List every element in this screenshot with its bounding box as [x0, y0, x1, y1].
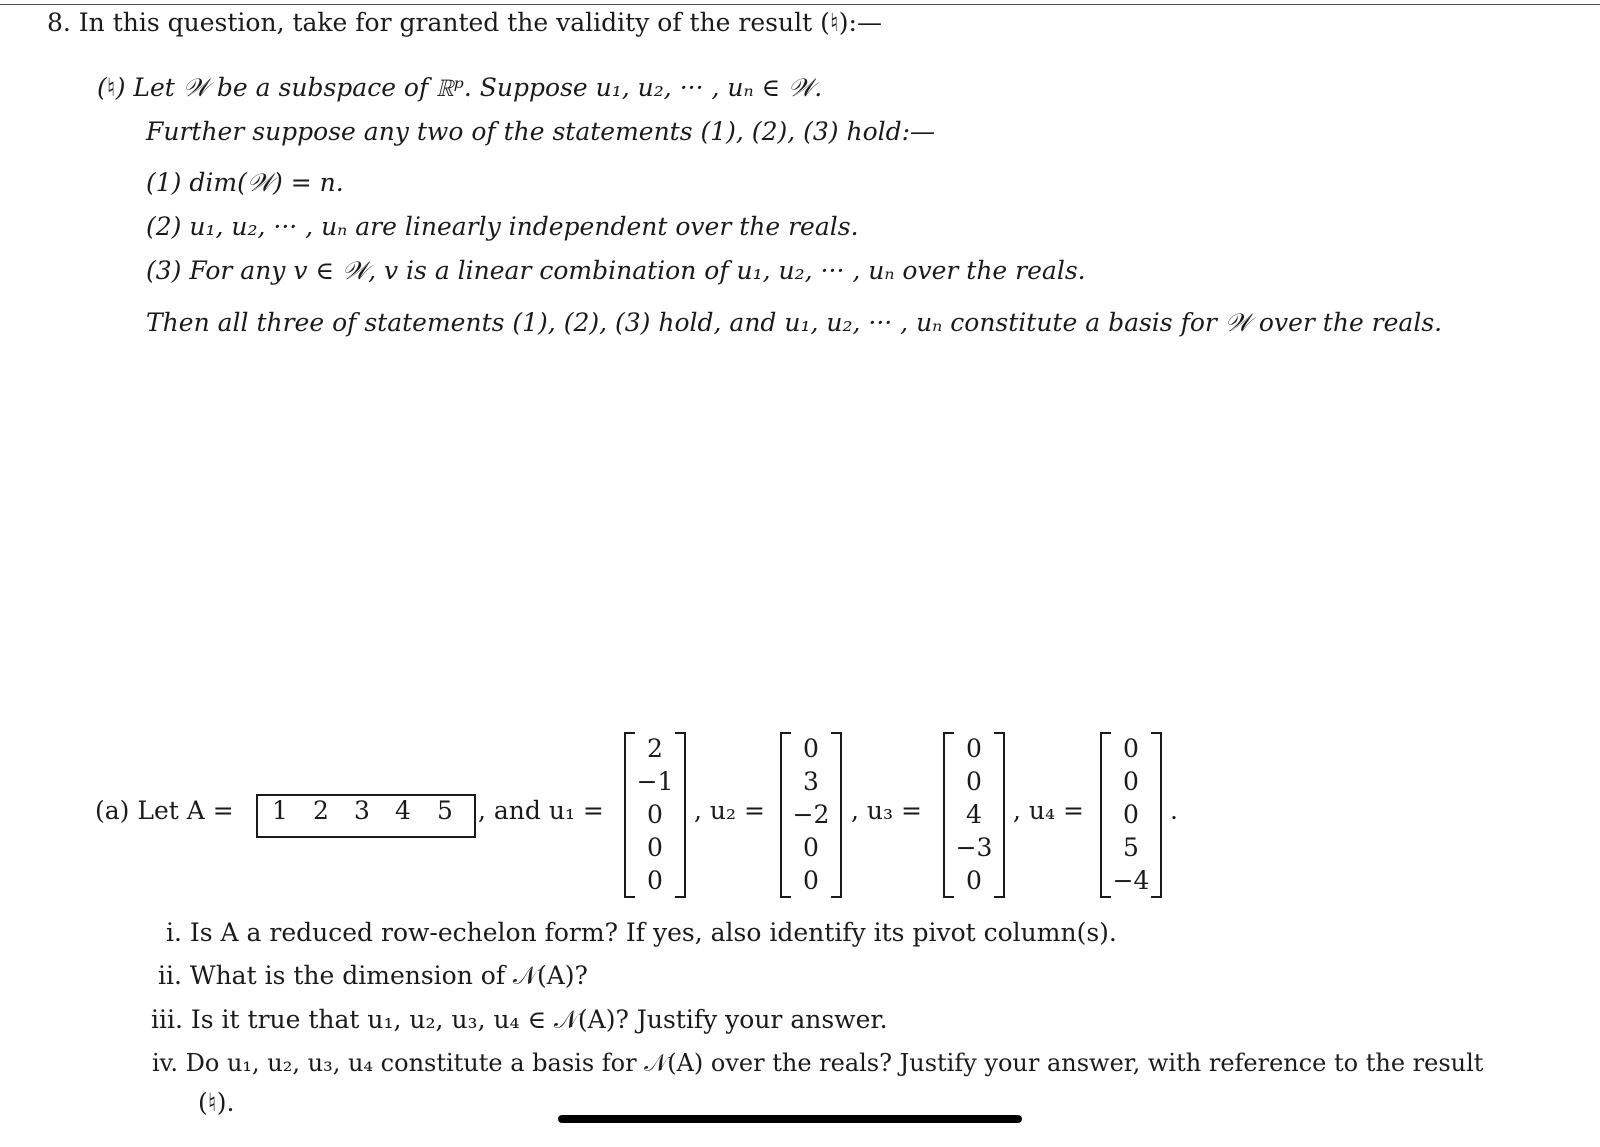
matrix-a-entry: 1 [272, 796, 288, 825]
vector-entry: 5 [1123, 833, 1139, 862]
statement-3: (3) For any v ∈ 𝒲, v is a linear combination of u₁, u₂, ··· , uₙ over the reals. [146, 256, 1086, 285]
vector-entry: 0 [966, 767, 982, 796]
home-indicator-bar [558, 1115, 1022, 1123]
subquestion-iv: iv. Do u₁, u₂, u₃, u₄ constitute a basis for 𝒩(A) over the reals? Justify your answer, with reference to the result [152, 1049, 1484, 1077]
vector-u4 [1100, 732, 1162, 898]
result-conclusion: Then all three of statements (1), (2), (3) hold, and u₁, u₂, ··· , uₙ constitute a basis for 𝒲 over the reals. [146, 308, 1443, 337]
vector-entry: 0 [803, 866, 819, 895]
u3-label: , u₃ = [851, 796, 922, 825]
vector-entry: 0 [803, 833, 819, 862]
vector-entry: −1 [636, 767, 674, 796]
subquestion-i: i. Is A a reduced row-echelon form? If yes, also identify its pivot column(s). [166, 918, 1117, 947]
vector-u2 [780, 732, 842, 898]
matrix-a-entry: 2 [313, 796, 329, 825]
question-header: 8. In this question, take for granted the validity of the result (♮):— [47, 8, 882, 37]
vector-entry: 3 [803, 767, 819, 796]
statement-1: (1) dim(𝒲) = n. [146, 168, 344, 197]
vector-entry: 0 [966, 734, 982, 763]
vector-entry: 4 [966, 800, 982, 829]
top-rule [0, 4, 1600, 5]
vector-entry: 0 [1123, 800, 1139, 829]
vector-entry: −2 [792, 800, 830, 829]
vector-entry: 0 [966, 866, 982, 895]
vector-u3 [943, 732, 1005, 898]
subquestion-ii: ii. What is the dimension of 𝒩(A)? [158, 961, 588, 990]
vector-entry: 0 [1123, 767, 1139, 796]
vector-entry: 0 [803, 734, 819, 763]
result-intro: (♮) Let 𝒲 be a subspace of ℝᵖ. Suppose u₁, u₂, ··· , uₙ ∈ 𝒲. [97, 73, 823, 102]
statement-2: (2) u₁, u₂, ··· , uₙ are linearly independent over the reals. [146, 212, 859, 241]
vector-entry: 0 [1123, 734, 1139, 763]
vector-entry: 0 [647, 866, 663, 895]
and-u1-label: , and u₁ = [478, 796, 604, 825]
end-period: . [1170, 796, 1178, 825]
vector-entry: −3 [955, 833, 993, 862]
subquestion-iii: iii. Is it true that u₁, u₂, u₃, u₄ ∈ 𝒩(A)? Justify your answer. [151, 1005, 888, 1034]
subquestion-iv-continuation: (♮). [198, 1088, 235, 1117]
vector-entry: −4 [1112, 866, 1150, 895]
matrix-a-entry: 5 [437, 796, 453, 825]
matrix-a-entry: 3 [354, 796, 370, 825]
vector-entry: 2 [647, 734, 663, 763]
result-further: Further suppose any two of the statements (1), (2), (3) hold:— [146, 117, 936, 146]
part-a-intro: (a) Let A = [95, 796, 234, 825]
vector-u1 [624, 732, 686, 898]
vector-entry: 0 [647, 833, 663, 862]
u4-label: , u₄ = [1013, 796, 1084, 825]
vector-entry: 0 [647, 800, 663, 829]
matrix-a-entry: 4 [395, 796, 411, 825]
u2-label: , u₂ = [694, 796, 765, 825]
